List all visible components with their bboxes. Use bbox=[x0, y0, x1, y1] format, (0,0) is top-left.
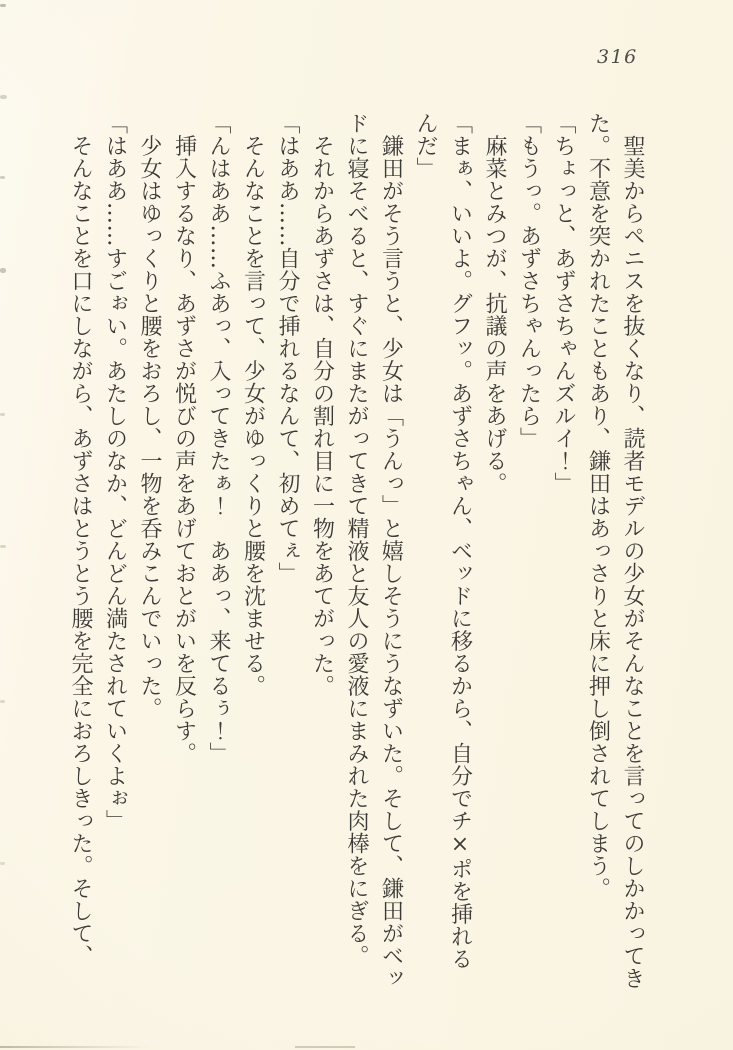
paragraph: 挿入するなり、あずさが悦びの声をあげておとがいを反らす。 bbox=[171, 112, 197, 765]
paragraph: 「もうっ。あずさちゃんったら」 bbox=[516, 112, 542, 450]
scan-smudge bbox=[0, 1046, 150, 1048]
paragraph: 「んはああ……ふあっ、入ってきたぁ！ ああっ、来てるぅ！」 bbox=[206, 112, 231, 765]
paragraph: 「まぁ、いいよ。グフッ。あずさちゃん、ベッドに移るから、自分でチ×ポを挿れるんだ」 bbox=[413, 112, 473, 970]
paragraph: 「はああ……すごぉい。あたしのなか、どんどん満たされていくよぉ」 bbox=[102, 112, 128, 832]
scan-speck bbox=[0, 862, 5, 865]
paragraph: そんなことを言って、少女がゆっくりと腰を沈ませる。 bbox=[240, 112, 266, 697]
scan-speck bbox=[0, 413, 5, 416]
paragraph: 麻菜とみつが、抗議の声をあげる。 bbox=[482, 112, 507, 495]
paragraph: 聖美からペニスを抜くなり、読者モデルの少女がそんなことを言ってのしかかってきた。不意を突かれたこともあり、鎌田はあっさりと床に押し倒されてしまう。 bbox=[585, 112, 645, 990]
scan-speck bbox=[0, 268, 6, 273]
page-number: 316 bbox=[597, 46, 638, 68]
scan-smudge bbox=[295, 1046, 355, 1048]
body-text bbox=[63, 112, 650, 992]
scan-speck bbox=[0, 4, 6, 7]
paragraph: そんなことを口にしながら、あずさはとうとう腰を完全におろしきった。そして、 bbox=[68, 112, 93, 967]
scan-speck bbox=[0, 176, 5, 179]
paragraph: それからあずさは、自分の割れ目に一物をあてがった。 bbox=[309, 112, 335, 697]
scan-speck bbox=[0, 95, 7, 99]
paragraph: 「ちょっと、あずさちゃんズルイ！」 bbox=[551, 112, 576, 495]
paragraph: 鎌田がそう言うと、少女は「うんっ」と嬉しそうにうなずいた。そして、鎌田がベッドに寝そべると、すぐにまたがってきて精液と友人の愛液にまみれた肉棒をにぎる。 bbox=[344, 112, 404, 990]
scan-speck bbox=[0, 700, 5, 703]
paragraph: 少女はゆっくりと腰をおろし、一物を呑みこんでいった。 bbox=[137, 112, 162, 720]
scan-speck bbox=[0, 545, 6, 548]
paragraph: 「はああ……自分で挿れるなんて、初めてぇ」 bbox=[275, 112, 300, 585]
